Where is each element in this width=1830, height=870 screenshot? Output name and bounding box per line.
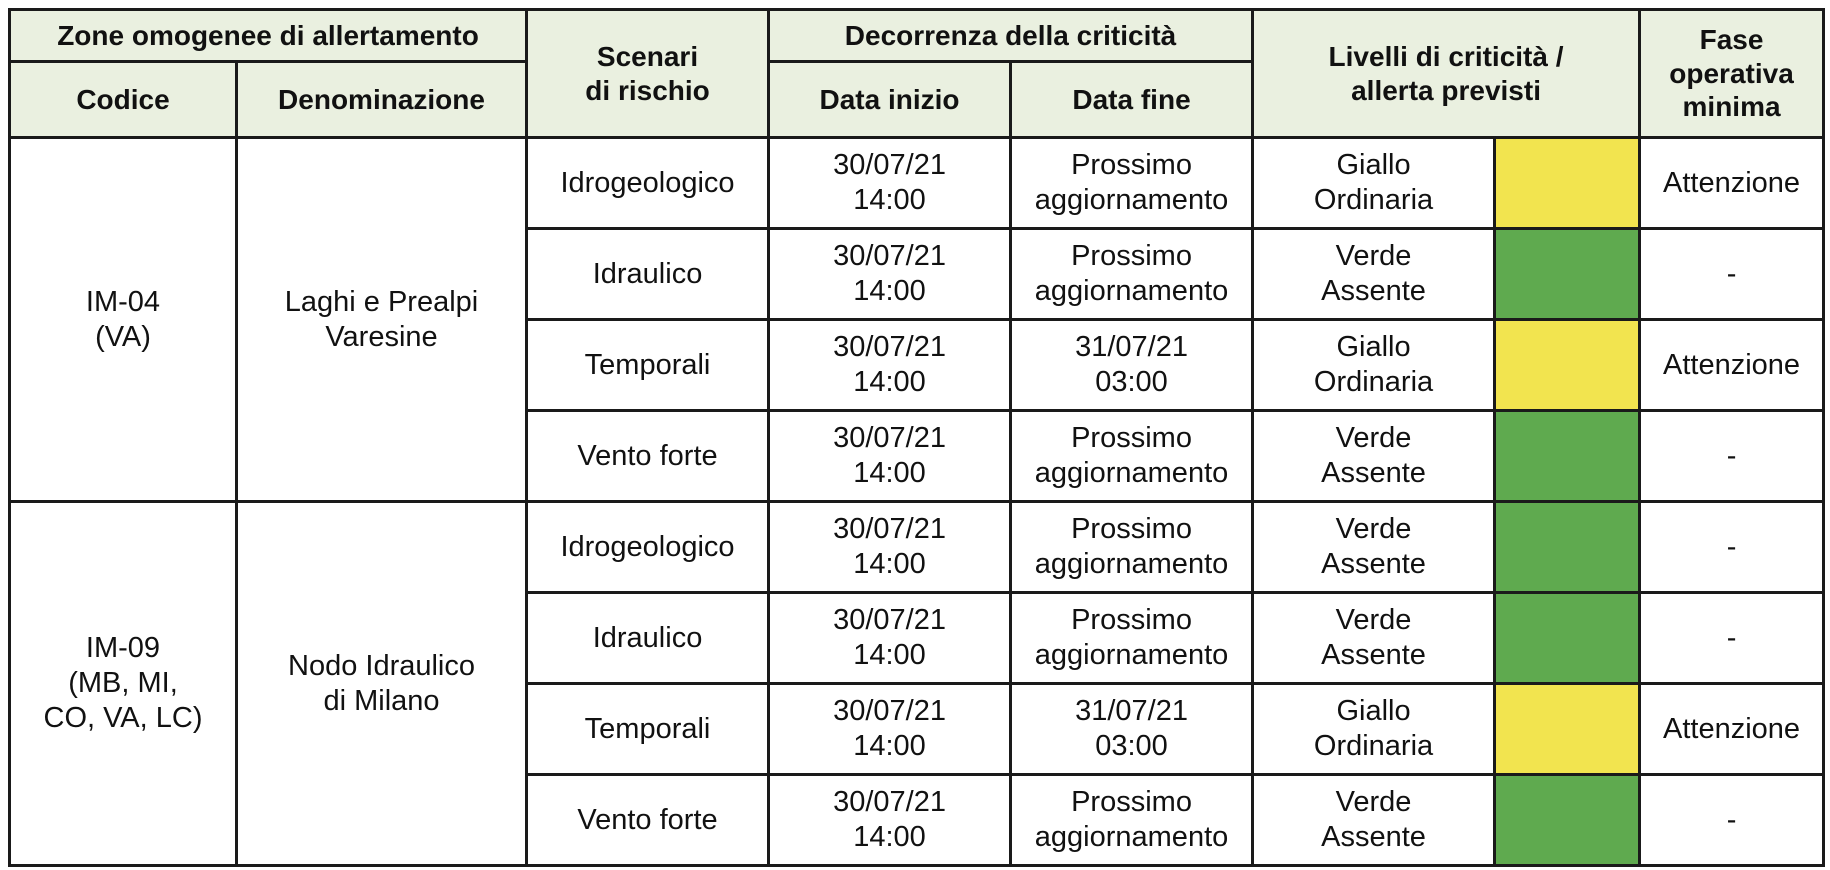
scenario-cell: Idraulico [527,229,769,320]
end-date-cell [1011,775,1253,866]
start-date-cell-line: 14:00 [853,366,926,398]
level-label-cell [1253,320,1495,411]
level-label-cell [1253,229,1495,320]
start-date-cell-line: 14:00 [853,275,926,307]
end-date-cell-line: aggiornamento [1034,184,1229,216]
phase-cell: - [1640,502,1824,593]
level-color-swatch [1495,593,1640,684]
start-date-cell-line: 30/07/21 [833,149,946,182]
end-date-cell-line: Prossimo [1071,604,1192,637]
scenari-header-line: Scenari [596,40,699,72]
data-fine-header: Data fine [1011,62,1253,138]
start-date-cell [769,320,1011,411]
level-label-cell-line: Ordinaria [1313,730,1434,762]
scenari-header [527,10,769,138]
level-label-cell-line: Verde [1335,604,1412,637]
end-date-cell [1011,138,1253,229]
end-date-cell-line: 03:00 [1095,730,1168,762]
end-date-cell-line: aggiornamento [1034,275,1229,307]
data-inizio-header: Data inizio [769,62,1011,138]
level-label-cell [1253,502,1495,593]
end-date-cell [1011,411,1253,502]
end-date-cell-line: 31/07/21 [1075,695,1188,728]
end-date-cell-line: aggiornamento [1034,548,1229,580]
scenario-cell: Idrogeologico [527,138,769,229]
level-label-cell [1253,411,1495,502]
level-label-cell-line: Giallo [1336,331,1411,364]
scenario-cell: Temporali [527,320,769,411]
end-date-cell-line: Prossimo [1071,240,1192,273]
start-date-cell [769,593,1011,684]
phase-cell: - [1640,593,1824,684]
scenario-cell: Idraulico [527,593,769,684]
table-row [10,138,1824,229]
level-color-swatch [1495,411,1640,502]
scenari-header-line: di rischio [585,74,710,106]
level-label-cell-line: Assente [1321,548,1426,580]
level-label-cell-line: Ordinaria [1313,184,1434,216]
end-date-cell-line: 31/07/21 [1075,331,1188,364]
start-date-cell-line: 14:00 [853,457,926,489]
level-color-swatch [1495,138,1640,229]
denominazione-header: Denominazione [237,62,527,138]
end-date-cell [1011,593,1253,684]
level-color-swatch [1495,229,1640,320]
level-label-cell-line: Assente [1321,275,1426,307]
level-label-cell-line: Giallo [1336,695,1411,728]
zone-code-cell-line: (MB, MI, [68,667,178,700]
livelli-header [1253,10,1640,138]
start-date-cell-line: 30/07/21 [833,695,946,728]
level-label-cell [1253,684,1495,775]
zone-name-cell-line: Nodo Idraulico [288,649,475,682]
start-date-cell [769,775,1011,866]
table-header [10,10,1824,138]
level-label-cell-line: Verde [1335,786,1412,819]
scenario-cell: Temporali [527,684,769,775]
end-date-cell-line: aggiornamento [1034,457,1229,489]
end-date-cell [1011,502,1253,593]
zone-name-cell-line: di Milano [323,684,440,717]
start-date-cell-line: 14:00 [853,184,926,216]
level-color-swatch [1495,775,1640,866]
level-label-cell [1253,775,1495,866]
livelli-header-line: Livelli di criticità / [1328,40,1564,72]
start-date-cell [769,138,1011,229]
level-color-swatch [1495,502,1640,593]
level-label-cell-line: Assente [1321,639,1426,671]
scenario-cell: Idrogeologico [527,502,769,593]
start-date-cell-line: 30/07/21 [833,331,946,364]
zone-name-cell-line: Varesine [325,320,438,353]
zone-code-cell-line: IM-04 [85,285,161,318]
end-date-cell [1011,320,1253,411]
level-label-cell-line: Giallo [1336,149,1411,182]
level-label-cell-line: Verde [1335,513,1412,546]
start-date-cell-line: 30/07/21 [833,786,946,819]
start-date-cell [769,684,1011,775]
end-date-cell-line: aggiornamento [1034,639,1229,671]
zone-code-cell-line: (VA) [95,320,151,353]
phase-cell: Attenzione [1640,138,1824,229]
end-date-cell-line: Prossimo [1071,422,1192,455]
table-body [10,138,1824,866]
phase-cell: - [1640,775,1824,866]
zone-name-cell-line: Laghi e Prealpi [284,285,479,318]
fase-header-line: operativa [1669,57,1794,89]
level-label-cell-line: Assente [1321,821,1426,853]
zone-code-cell [10,138,237,502]
level-color-swatch [1495,320,1640,411]
start-date-cell-line: 30/07/21 [833,513,946,546]
start-date-cell-line: 14:00 [853,730,926,762]
end-date-cell [1011,684,1253,775]
zone-code-cell-line: IM-09 [85,632,161,665]
level-label-cell-line: Verde [1335,240,1412,273]
level-label-cell-line: Ordinaria [1313,366,1434,398]
phase-cell: - [1640,229,1824,320]
start-date-cell [769,229,1011,320]
decorrenza-group-header: Decorrenza della criticità [769,10,1253,62]
level-label-cell [1253,593,1495,684]
end-date-cell-line: 03:00 [1095,366,1168,398]
end-date-cell-line: Prossimo [1071,786,1192,819]
level-label-cell-line: Verde [1335,422,1412,455]
phase-cell: - [1640,411,1824,502]
end-date-cell [1011,229,1253,320]
livelli-header-line: allerta previsti [1351,74,1541,106]
scenario-cell: Vento forte [527,411,769,502]
end-date-cell-line: Prossimo [1071,513,1192,546]
fase-header-line: Fase [1699,24,1764,56]
zone-code-cell [10,502,237,866]
phase-cell: Attenzione [1640,684,1824,775]
fase-header-line: minima [1682,91,1781,123]
start-date-cell-line: 30/07/21 [833,422,946,455]
codice-header: Codice [10,62,237,138]
end-date-cell-line: aggiornamento [1034,821,1229,853]
level-label-cell-line: Assente [1321,457,1426,489]
fase-header [1640,10,1824,138]
alert-table [8,8,1825,867]
scenario-cell: Vento forte [527,775,769,866]
start-date-cell-line: 30/07/21 [833,604,946,637]
level-color-swatch [1495,684,1640,775]
level-label-cell [1253,138,1495,229]
phase-cell: Attenzione [1640,320,1824,411]
start-date-cell-line: 14:00 [853,821,926,853]
zone-code-cell-line: CO, VA, LC) [43,701,203,734]
start-date-cell [769,502,1011,593]
start-date-cell [769,411,1011,502]
start-date-cell-line: 30/07/21 [833,240,946,273]
zones-group-header: Zone omogenee di allertamento [10,10,527,62]
start-date-cell-line: 14:00 [853,639,926,671]
zone-name-cell [237,138,527,502]
zone-name-cell [237,502,527,866]
end-date-cell-line: Prossimo [1071,149,1192,182]
start-date-cell-line: 14:00 [853,548,926,580]
table-row [10,502,1824,593]
